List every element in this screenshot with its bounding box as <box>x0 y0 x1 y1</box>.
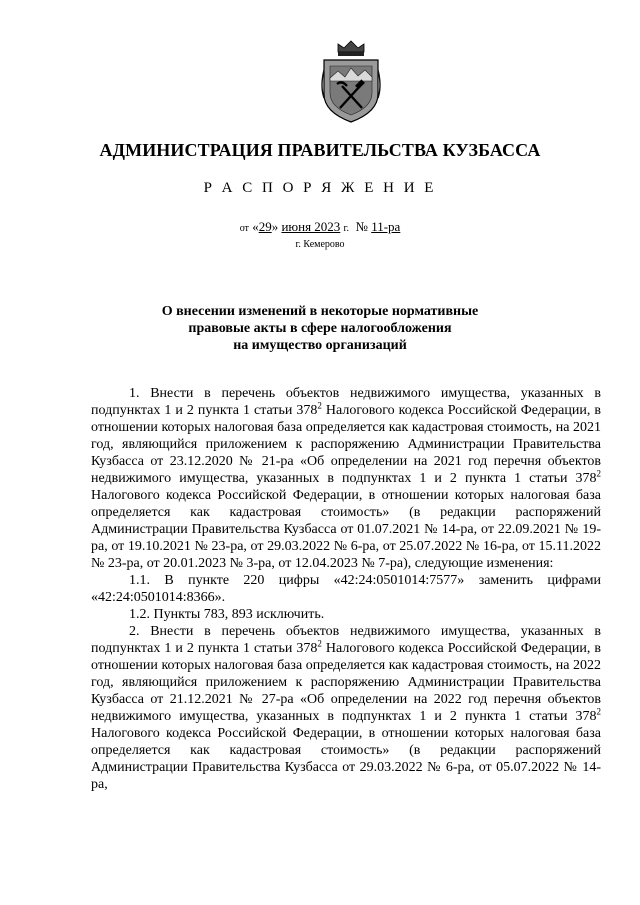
paragraph-text: 2. Внести в перечень объектов недвижимого имущества, указанных в подпунктах 1 и 2 пункта 1 статьи 378 <box>91 624 601 656</box>
coat-of-arms-icon <box>318 38 384 124</box>
paragraph-1 <box>91 385 601 572</box>
superscript: 2 <box>596 706 601 717</box>
paragraph-text: Налогового кодекса Российской Федерации, в отношении которых налоговая база определяется как кадастровая стоимость» (в редакции распоряжений Администрации Правительства Кузбасса от 29.03.2022 № 6-ра, от 05.07.2022 № 14-ра, <box>91 726 601 792</box>
city: г. Кемерово <box>295 239 345 250</box>
paragraph-text: Налогового кодекса Российской Федерации, в отношении которых налоговая база определяется как кадастровая стоимость, на 2021 год, являющийся приложением к распоряжению Администрации Правительства Кузбасса от 23.12.2020 № 21-ра «Об определении на 2021 год перечня объектов недвижимого имущества, указанных в подпунктах 1 и 2 пункта 1 статьи 378 <box>91 403 601 486</box>
subject-line: О внесении изменений в некоторые нормативные <box>161 304 479 319</box>
subject-line: на имущество организаций <box>233 338 407 353</box>
document-type: Р А С П О Р Я Ж Е Н И Е <box>203 180 437 196</box>
paragraph-1-1: 1.1. В пункте 220 цифры «42:24:0501014:7577» заменить цифрами «42:24:0501014:8366». <box>91 573 601 605</box>
number-sign: № <box>355 219 368 234</box>
superscript: 2 <box>596 468 601 479</box>
paragraph-text: Налогового кодекса Российской Федерации, в отношении которых налоговая база определяется как кадастровая стоимость» (в редакции распоряжений Администрации Правительства Кузбасса от 01.07.2021 № 14-ра, от 22.09.2021 № 19-ра, от 19.10.2021 № 23-ра, от 29.03.2022 № 6-ра, от 25.07.2022 № 16-ра, от 15.11.2022 № 23-ра, от 20.01.2023 № 3-ра, от 12.04.2023 № 7-ра), следующие изменения: <box>91 488 601 571</box>
paragraph-1-2: 1.2. Пункты 783, 893 исключить. <box>129 607 325 622</box>
document-number: 11-ра <box>371 219 401 234</box>
date-prefix: от <box>239 223 249 234</box>
superscript: 2 <box>317 638 322 649</box>
date-quote-close: » <box>271 219 279 234</box>
paragraph-text: Налогового кодекса Российской Федерации, в отношении которых налоговая база определяется как кадастровая стоимость, на 2022 год, являющийся приложением к распоряжению Администрации Правительства Кузбасса от 21.12.2021 № 27-ра «Об определении на 2022 год перечня объектов недвижимого имущества, указанных в подпунктах 1 и 2 пункта 1 статьи 378 <box>91 641 601 724</box>
paragraph-text: 1. Внести в перечень объектов недвижимого имущества, указанных в подпунктах 1 и 2 пункта 1 статьи 378 <box>91 386 601 418</box>
date-number-line <box>0 219 640 235</box>
superscript: 2 <box>317 400 322 411</box>
date-month-year: июня 2023 <box>281 219 341 234</box>
subject-line: правовые акты в сфере налогообложения <box>188 321 452 336</box>
paragraph-2 <box>91 623 601 793</box>
document-body <box>91 385 601 793</box>
date-day: 29 <box>258 219 272 234</box>
organization-title: АДМИНИСТРАЦИЯ ПРАВИТЕЛЬСТВА КУЗБАССА <box>99 140 541 160</box>
document-subject <box>0 303 640 354</box>
date-quote-open: « <box>252 219 259 234</box>
date-year-suffix: г. <box>343 223 350 234</box>
